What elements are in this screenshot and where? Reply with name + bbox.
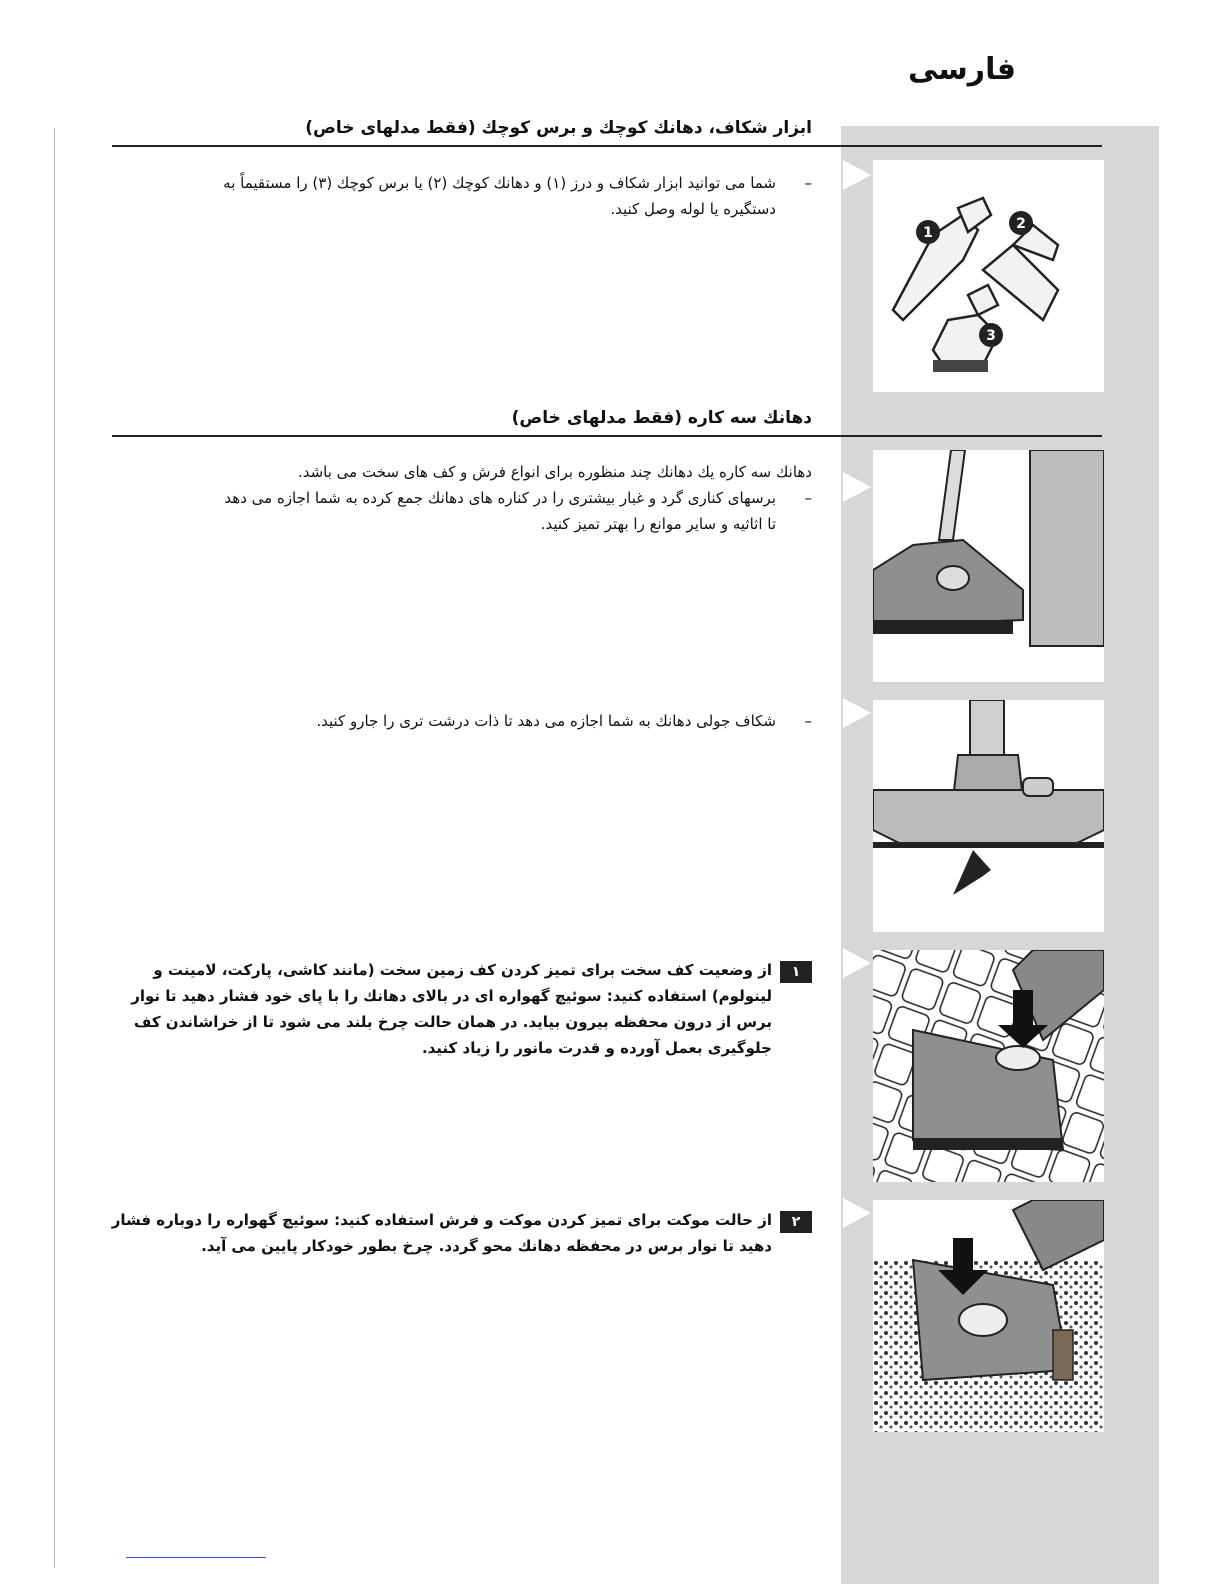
step-number-badge: ۱ — [780, 961, 812, 983]
accessories-bullet — [106, 170, 812, 222]
pointer-marker — [843, 948, 871, 978]
step-1-hard-floor — [102, 957, 812, 1061]
footer-link-rule — [126, 1557, 266, 1558]
bullet-dash: – — [804, 712, 812, 730]
pointer-marker — [843, 472, 871, 502]
pointer-marker — [843, 1198, 871, 1228]
pointer-marker — [843, 698, 871, 728]
step-2-carpet — [102, 1207, 812, 1259]
section-rule — [112, 435, 1102, 437]
accessories-illustration — [873, 160, 1104, 392]
bullet-line: شکاف جولی دهانك به شما اجازه می دهد تا ذات درشت تری را جارو کنید. — [316, 712, 776, 730]
badge-3-label: 3 — [986, 328, 996, 344]
side-brushes-bullet — [106, 485, 812, 537]
large-debris-bullet — [106, 708, 812, 734]
pointer-marker — [843, 160, 871, 190]
language-title: فارسی — [907, 52, 1016, 87]
bullet-dash: – — [804, 489, 812, 507]
step-line: جلوگیری بعمل آورده و قدرت مانور را زیاد کنید. — [421, 1039, 772, 1057]
side-brushes-illustration — [873, 450, 1104, 682]
bullet-line: شما می توانید ابزار شکاف و درز (۱) و دهانك کوچك (۲) یا برس کوچك (۳) را مستقیماً به — [223, 174, 776, 192]
step-line: از حالت موکت برای تمیز کردن موکت و فرش استفاده کنید: سوئیچ گهواره را دوباره فشار — [111, 1211, 772, 1229]
debris-slot-illustration — [873, 700, 1104, 932]
carpet-illustration — [873, 1200, 1104, 1432]
badge-2-label: 2 — [1016, 216, 1026, 232]
section-rule — [112, 145, 1102, 147]
section-heading-accessories: ابزار شکاف، دهانك کوچك و برس کوچك (فقط مدلهای خاص) — [305, 118, 812, 138]
bullet-line: برسهای کناری گرد و غبار بیشتری را در کناره های دهانك جمع کرده به شما اجازه می دهد — [224, 489, 776, 507]
hard-floor-illustration — [873, 950, 1104, 1182]
bullet-line: دستگیره یا لوله وصل کنید. — [610, 200, 776, 218]
step-line: دهید تا نوار برس در محفظه دهانك محو گردد. چرخ بطور خودکار پایین می آید. — [201, 1237, 772, 1255]
nozzle-intro: دهانك سه کاره یك دهانك چند منظوره برای انواع فرش و کف های سخت می باشد. — [297, 463, 812, 481]
bullet-dash: – — [804, 174, 812, 192]
section-heading-tri-active-nozzle: دهانك سه کاره (فقط مدلهای خاص) — [511, 408, 812, 428]
badge-1-label: 1 — [923, 225, 933, 241]
bullet-line: تا اثاثیه و سایر موانع را بهتر تمیز کنید. — [540, 515, 776, 533]
step-line: برس از درون محفظه بیرون بیاید. در همان حالت چرخ بلند می شود تا از خراشاندن کف — [133, 1013, 772, 1031]
step-line: لینولوم) استفاده کنید: سوئیچ گهواره ای در بالای دهانك را با پای خود فشار دهید تا نوار — [131, 987, 772, 1005]
step-number-badge: ۲ — [780, 1211, 812, 1233]
left-margin-rule — [54, 128, 55, 1568]
step-line: از وضعیت کف سخت برای تمیز کردن کف زمین سخت (مانند کاشی، پارکت، لامینت و — [153, 961, 772, 979]
